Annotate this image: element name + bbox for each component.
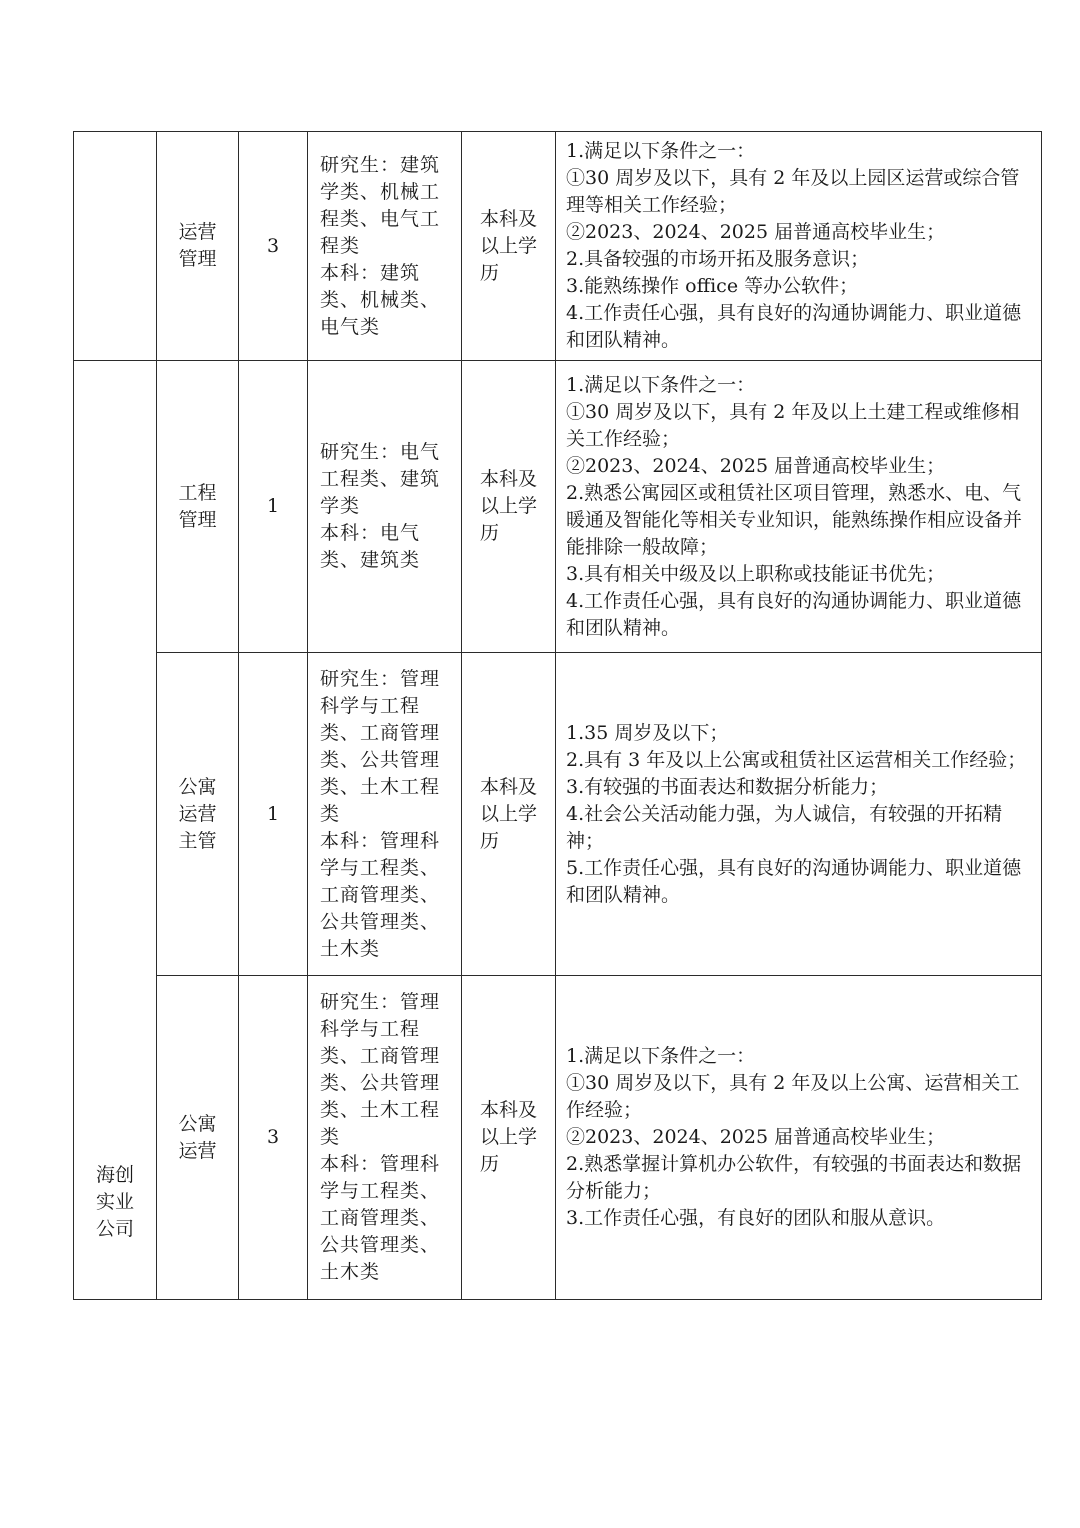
requirement-line: 4.工作责任心强，具有良好的沟通协调能力、职业道德和团队精神。: [566, 589, 1022, 639]
requirement-line: 3.有较强的书面表达和数据分析能力；: [566, 775, 889, 798]
requirements-cell: [556, 976, 1042, 1300]
requirement-line: ①30 周岁及以下，具有 2 年及以上园区运营或综合管理等相关工作经验；: [566, 167, 1020, 216]
post-cell: [157, 653, 239, 976]
requirement-line: 3.工作责任心强，有良好的团队和服从意识。: [566, 1207, 946, 1229]
table-row: [74, 361, 1042, 653]
major-graduate: 研究生：管理科学与工程类、工商管理类、公共管理类、土木工程类: [320, 667, 441, 825]
requirement-line: ①30 周岁及以下，具有 2 年及以上土建工程或维修相关工作经验；: [566, 400, 1020, 450]
headcount: 1: [266, 802, 280, 825]
company-cell: [74, 361, 157, 1300]
post-cell: [157, 361, 239, 653]
headcount: 3: [266, 234, 280, 257]
requirement-line: ②2023、2024、2025 届普通高校毕业生；: [566, 1126, 946, 1148]
education-requirement: 本科及以上学历: [480, 207, 538, 284]
requirement-line: ①30 周岁及以下，具有 2 年及以上公寓、运营相关工作经验；: [566, 1072, 1020, 1121]
major-graduate: 研究生：电气工程类、建筑学类: [320, 441, 441, 517]
requirement-line: 1.满足以下条件之一：: [566, 373, 756, 396]
education-requirement: 本科及以上学历: [480, 1099, 538, 1175]
major-cell: [308, 976, 462, 1300]
count-cell: [239, 653, 308, 976]
requirement-line: 1.满足以下条件之一：: [566, 140, 756, 162]
requirement-line: ②2023、2024、2025 届普通高校毕业生；: [566, 454, 946, 477]
count-cell: [239, 976, 308, 1300]
requirement-line: 2.具备较强的市场开拓及服务意识；: [566, 248, 870, 270]
post-cell: [157, 132, 239, 361]
table-row: [74, 132, 1042, 361]
count-cell: [239, 361, 308, 653]
requirement-line: 2.具有 3 年及以上公寓或租赁社区运营相关工作经验；: [566, 748, 1027, 771]
major-cell: [308, 653, 462, 976]
requirements-cell: [556, 361, 1042, 653]
major-undergraduate: 本科：电气类、建筑类: [320, 522, 421, 571]
education-cell: [462, 361, 556, 653]
major-cell: [308, 361, 462, 653]
requirement-line: 3.能熟练操作 office 等办公软件；: [566, 275, 859, 297]
education-requirement: 本科及以上学历: [480, 468, 538, 544]
requirement-line: 3.具有相关中级及以上职称或技能证书优先；: [566, 562, 946, 585]
major-graduate: 研究生：建筑学类、机械工程类、电气工程类: [320, 153, 441, 257]
major-undergraduate: 本科：管理科学与工程类、工商管理类、公共管理类、土木类: [320, 1153, 441, 1283]
major-undergraduate: 本科：建筑类、机械类、电气类: [320, 261, 441, 338]
major-cell: [308, 132, 462, 361]
company-cell-empty: [74, 132, 157, 361]
post-cell: [157, 976, 239, 1300]
company-name: 海创实业公司: [96, 1164, 135, 1240]
requirements-cell: [556, 653, 1042, 976]
post-name: 公寓运营主管: [178, 775, 217, 852]
headcount: 1: [266, 495, 280, 517]
requirement-line: 2.熟悉公寓园区或租赁社区项目管理，熟悉水、电、气暖通及智能化等相关专业知识，能熟练操作相应设备并能排除一般故障；: [566, 481, 1023, 558]
requirement-line: 5.工作责任心强，具有良好的沟通协调能力、职业道德和团队精神。: [566, 856, 1022, 906]
education-cell: [462, 132, 556, 361]
requirement-line: 4.工作责任心强，具有良好的沟通协调能力、职业道德和团队精神。: [566, 302, 1022, 351]
education-requirement: 本科及以上学历: [480, 775, 538, 852]
table-row: [74, 653, 1042, 976]
major-undergraduate: 本科：管理科学与工程类、工商管理类、公共管理类、土木类: [320, 829, 441, 960]
requirement-line: 1.35 周岁及以下；: [566, 721, 729, 744]
requirements-cell: [556, 132, 1042, 361]
count-cell: [239, 132, 308, 361]
major-graduate: 研究生：管理科学与工程类、工商管理类、公共管理类、土木工程类: [320, 991, 441, 1148]
table-row: [74, 976, 1042, 1300]
education-cell: [462, 653, 556, 976]
post-name: 运营管理: [178, 221, 217, 270]
post-name: 工程管理: [178, 481, 217, 531]
requirement-line: 2.熟悉掌握计算机办公软件，有较强的书面表达和数据分析能力；: [566, 1153, 1022, 1202]
requirement-line: 4.社会公关活动能力强，为人诚信，有较强的开拓精神；: [566, 802, 1003, 852]
recruitment-table: [73, 131, 1042, 1300]
requirement-line: ②2023、2024、2025 届普通高校毕业生；: [566, 221, 946, 243]
headcount: 3: [266, 1126, 280, 1148]
requirement-line: 1.满足以下条件之一：: [566, 1045, 756, 1067]
post-name: 公寓运营: [178, 1112, 217, 1162]
education-cell: [462, 976, 556, 1300]
